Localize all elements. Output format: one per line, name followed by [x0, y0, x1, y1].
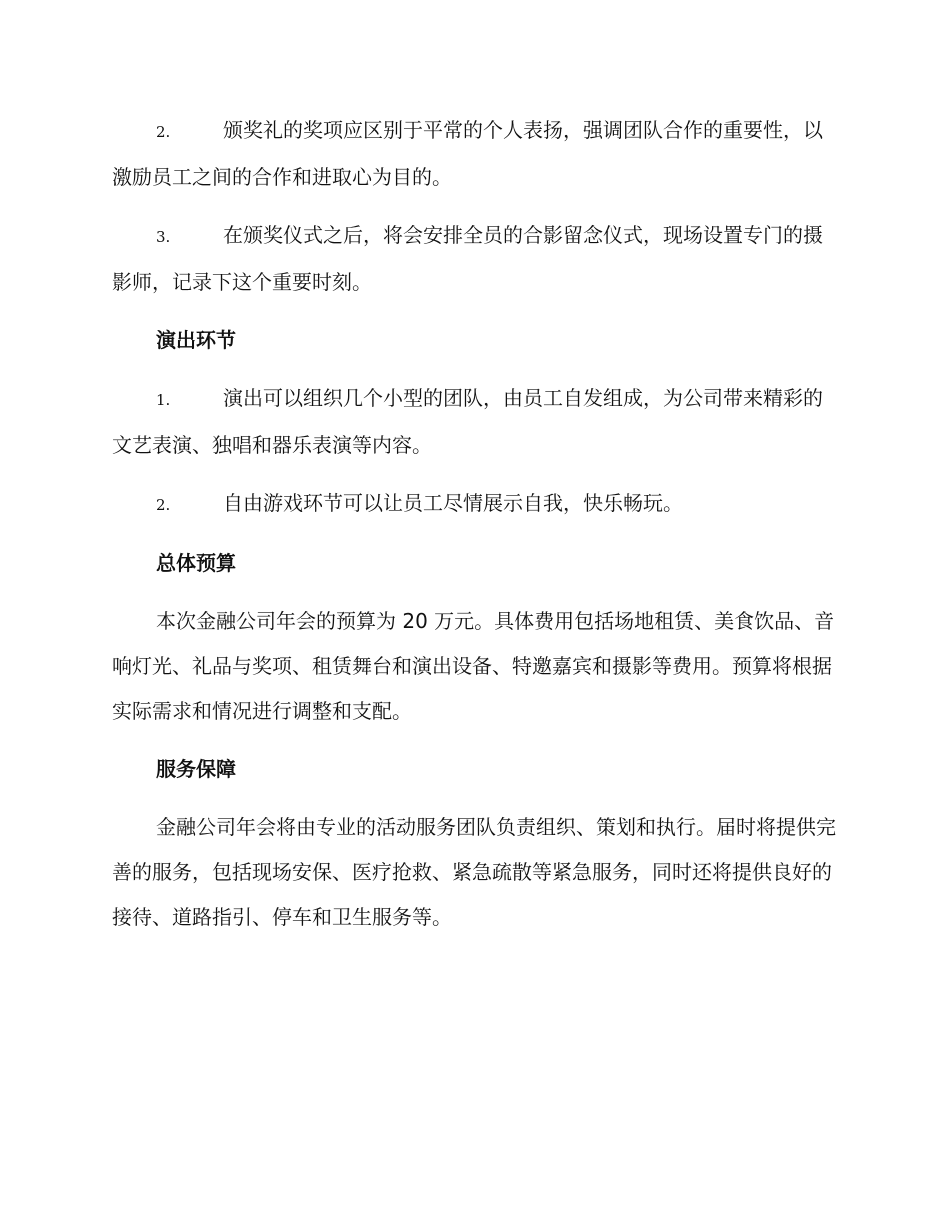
budget-heading: 总体预算: [156, 551, 236, 575]
list-item-text: 颁奖礼的奖项应区别于平常的个人表扬，强调团队合作的重要性，以激励员工之间的合作和进取心为目的。: [112, 118, 823, 189]
budget-paragraph: 本次金融公司年会的预算为 20 万元。具体费用包括场地租赁、美食饮品、音响灯光、礼品与奖项、租赁舞台和演出设备、特邀嘉宾和摄影等费用。预算将根据实际需求和情况进行调整和支配。: [112, 609, 835, 723]
list-number: 2.: [156, 123, 171, 141]
list-item-text: 在颁奖仪式之后，将会安排全员的合影留念仪式，现场设置专门的摄影师，记录下这个重要时刻。: [112, 223, 823, 294]
performance-heading: 演出环节: [156, 328, 236, 352]
list-number: 1.: [156, 391, 171, 409]
award-item-3: [112, 213, 837, 305]
performance-item-1: [112, 376, 837, 468]
award-item-2: [112, 108, 837, 200]
list-number: 3.: [156, 228, 171, 246]
performance-item-2: [112, 481, 837, 528]
service-heading: 服务保障: [156, 757, 236, 781]
list-item-text: 自由游戏环节可以让员工尽情展示自我，快乐畅玩。: [223, 491, 683, 515]
document-page: [112, 108, 837, 953]
list-number: 2.: [156, 496, 171, 514]
list-item-text: 演出可以组织几个小型的团队，由员工自发组成，为公司带来精彩的文艺表演、独唱和器乐表演等内容。: [112, 386, 823, 457]
service-paragraph: 金融公司年会将由专业的活动服务团队负责组织、策划和执行。届时将提供完善的服务，包括现场安保、医疗抢救、紧急疏散等紧急服务，同时还将提供良好的接待、道路指引、停车和卫生服务等。: [112, 815, 836, 929]
